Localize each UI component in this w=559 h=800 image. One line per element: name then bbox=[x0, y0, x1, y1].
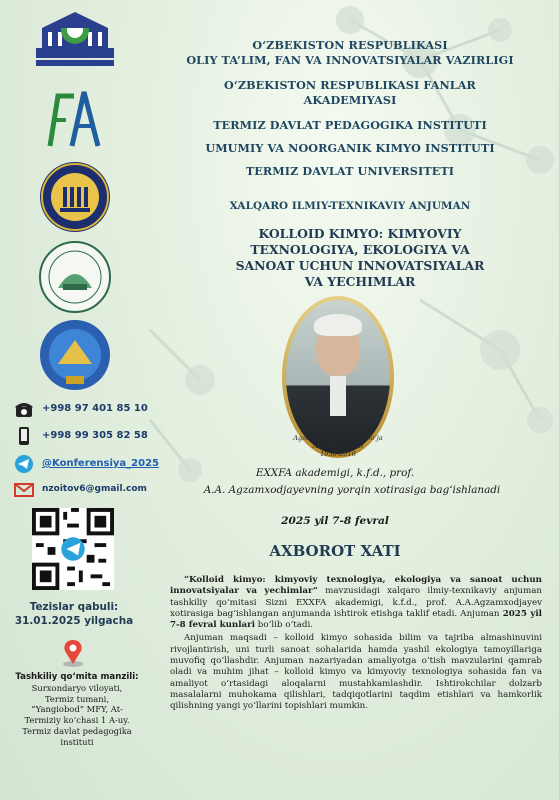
address-block bbox=[8, 672, 146, 748]
contact-phone-1[interactable] bbox=[14, 399, 164, 419]
header-line-4: AKADEMIYASI bbox=[303, 93, 397, 107]
qr-code[interactable] bbox=[32, 508, 114, 590]
location-pin-icon bbox=[60, 638, 86, 668]
event-date: 2025 yil 7-8 fevral bbox=[281, 515, 389, 527]
header-line-1: O‘ZBEKISTON RESPUBLIKASI bbox=[252, 38, 448, 52]
header-line-6: UMUMIY VA NOORGANIK KIMYO INSTITUTI bbox=[205, 141, 495, 155]
contact-telegram[interactable] bbox=[14, 454, 164, 474]
event-title-2: TEXNOLOGIYA, EKOLOGIYA VA bbox=[250, 242, 470, 257]
address-line-2: Termiz tumani, bbox=[44, 693, 110, 704]
event-title-4: VA YECHIMLAR bbox=[304, 274, 416, 289]
mail-icon bbox=[14, 480, 34, 500]
tdpi-logo bbox=[38, 160, 112, 234]
section-title: AXBOROT XATI bbox=[269, 542, 401, 560]
address-line-6: instituti bbox=[60, 736, 94, 747]
portrait-name-2: Ataxodjayevich bbox=[312, 442, 364, 450]
chemistry-institute-logo bbox=[38, 318, 112, 392]
telegram-icon bbox=[14, 454, 34, 474]
address-line-5: Termiz davlat pedagogika bbox=[22, 725, 132, 736]
body-p1-a: mavzusidagi xalqaro ilmiy-texnikaviy anjuman tashkiliy qo‘mitasi Sizni EXXFA akademigi, k.f.d., prof. A.A.Agzamxodjayev xotirasiga bag‘ishlangan anjumanda ishtirok etishga taklif etadi. Anjuman bbox=[170, 586, 543, 619]
event-title-3: SANOAT UCHUN INNOVATSIYALAR bbox=[235, 258, 485, 273]
telegram-text: @Konferensiya_2025 bbox=[42, 458, 160, 469]
tdu-logo bbox=[38, 240, 112, 314]
phone-icon bbox=[14, 399, 34, 419]
header-line-2: OLIY TA’LIM, FAN VA INNOVATSIYALAR VAZIRLIGI bbox=[186, 53, 514, 67]
deadline-date: 31.01.2025 yilgacha bbox=[14, 615, 134, 627]
contact-phone-2[interactable] bbox=[14, 426, 164, 446]
event-title-1: KOLLOID KIMYO: KIMYOVIY bbox=[258, 226, 462, 241]
portrait-photo bbox=[286, 300, 390, 454]
portrait-years: 1938-2016 bbox=[320, 450, 356, 458]
portrait-name-1: Agzamxodjayev Anvarxo‘ja bbox=[293, 434, 383, 442]
header-line-7: TERMIZ DAVLAT UNIVERSITETI bbox=[245, 164, 455, 178]
body-p1-b: bo‘lib o‘tadi. bbox=[255, 620, 313, 631]
header-line-3: O‘ZBEKISTON RESPUBLIKASI FANLAR bbox=[224, 78, 476, 92]
body-paragraph-2: Anjuman maqsadi – kolloid kimyo sohasida bilim va tajriba almashinuvini rivojlantirish, uni turli sanoat sohalarida hamda yashil ekologiya tamoyillariga muvofiq qo‘llashdir. Anjuman nazariyadan amaliyotga o‘tish mavzularini qamrab oladi va muhim jihat – kolloid kimyo va kimyoviy texnologiya sohasida fan va amaliyot o‘rtasidagi aloqalarni mustahkamlashdir. Ishtirokchilar dolzarb masalalarni muhokama qilishlari, tadqiqotlarini taqdim etishlari va hamkorlik qilishning yangi yo‘llarini topishlari mumkin. bbox=[170, 633, 542, 712]
address-line-3: “Yangiobod” MFY, At- bbox=[31, 704, 123, 715]
body-p1-bold2: 2025 yil 7-8 fevral kunlari bbox=[170, 608, 542, 631]
address-line-4: Termiziy ko‘chasi 1 A-uy. bbox=[24, 715, 130, 726]
portrait-caption bbox=[282, 434, 394, 458]
phone-2-text: +998 99 305 82 58 bbox=[42, 430, 148, 441]
dedication-line-1: EXXFA akademigi, k.f.d., prof. bbox=[255, 467, 415, 479]
address-label: Tashkiliy qo‘mita manzili: bbox=[15, 672, 139, 682]
contact-email[interactable] bbox=[14, 480, 164, 500]
event-type: XALQARO ILMIY-TEXNIKAVIY ANJUMAN bbox=[229, 200, 471, 212]
phone-1-text: +998 97 401 85 10 bbox=[42, 403, 148, 414]
dedication-line-2: A.A. Agzamxodjayevning yorqin xotirasiga bag‘ishlanadi bbox=[203, 484, 501, 496]
ministry-logo bbox=[32, 8, 118, 72]
academy-logo bbox=[44, 86, 104, 150]
address-line-1: Surxondaryo viloyati, bbox=[31, 682, 123, 693]
deadline-label: Tezislar qabuli: bbox=[29, 601, 119, 613]
email-text: nzoitov6@gmail.com bbox=[42, 484, 147, 494]
info-letter-body bbox=[170, 575, 542, 713]
body-p1-bold: “Kolloid kimyo: kimyoviy texnologiya, ekologiya va sanoat uchun innovatsiyalar va yechimlar” bbox=[170, 575, 542, 597]
mobile-icon bbox=[14, 426, 34, 446]
body-paragraph-1 bbox=[170, 575, 542, 631]
header-line-5: TERMIZ DAVLAT PEDAGOGIKA INSTITUTI bbox=[213, 118, 487, 132]
